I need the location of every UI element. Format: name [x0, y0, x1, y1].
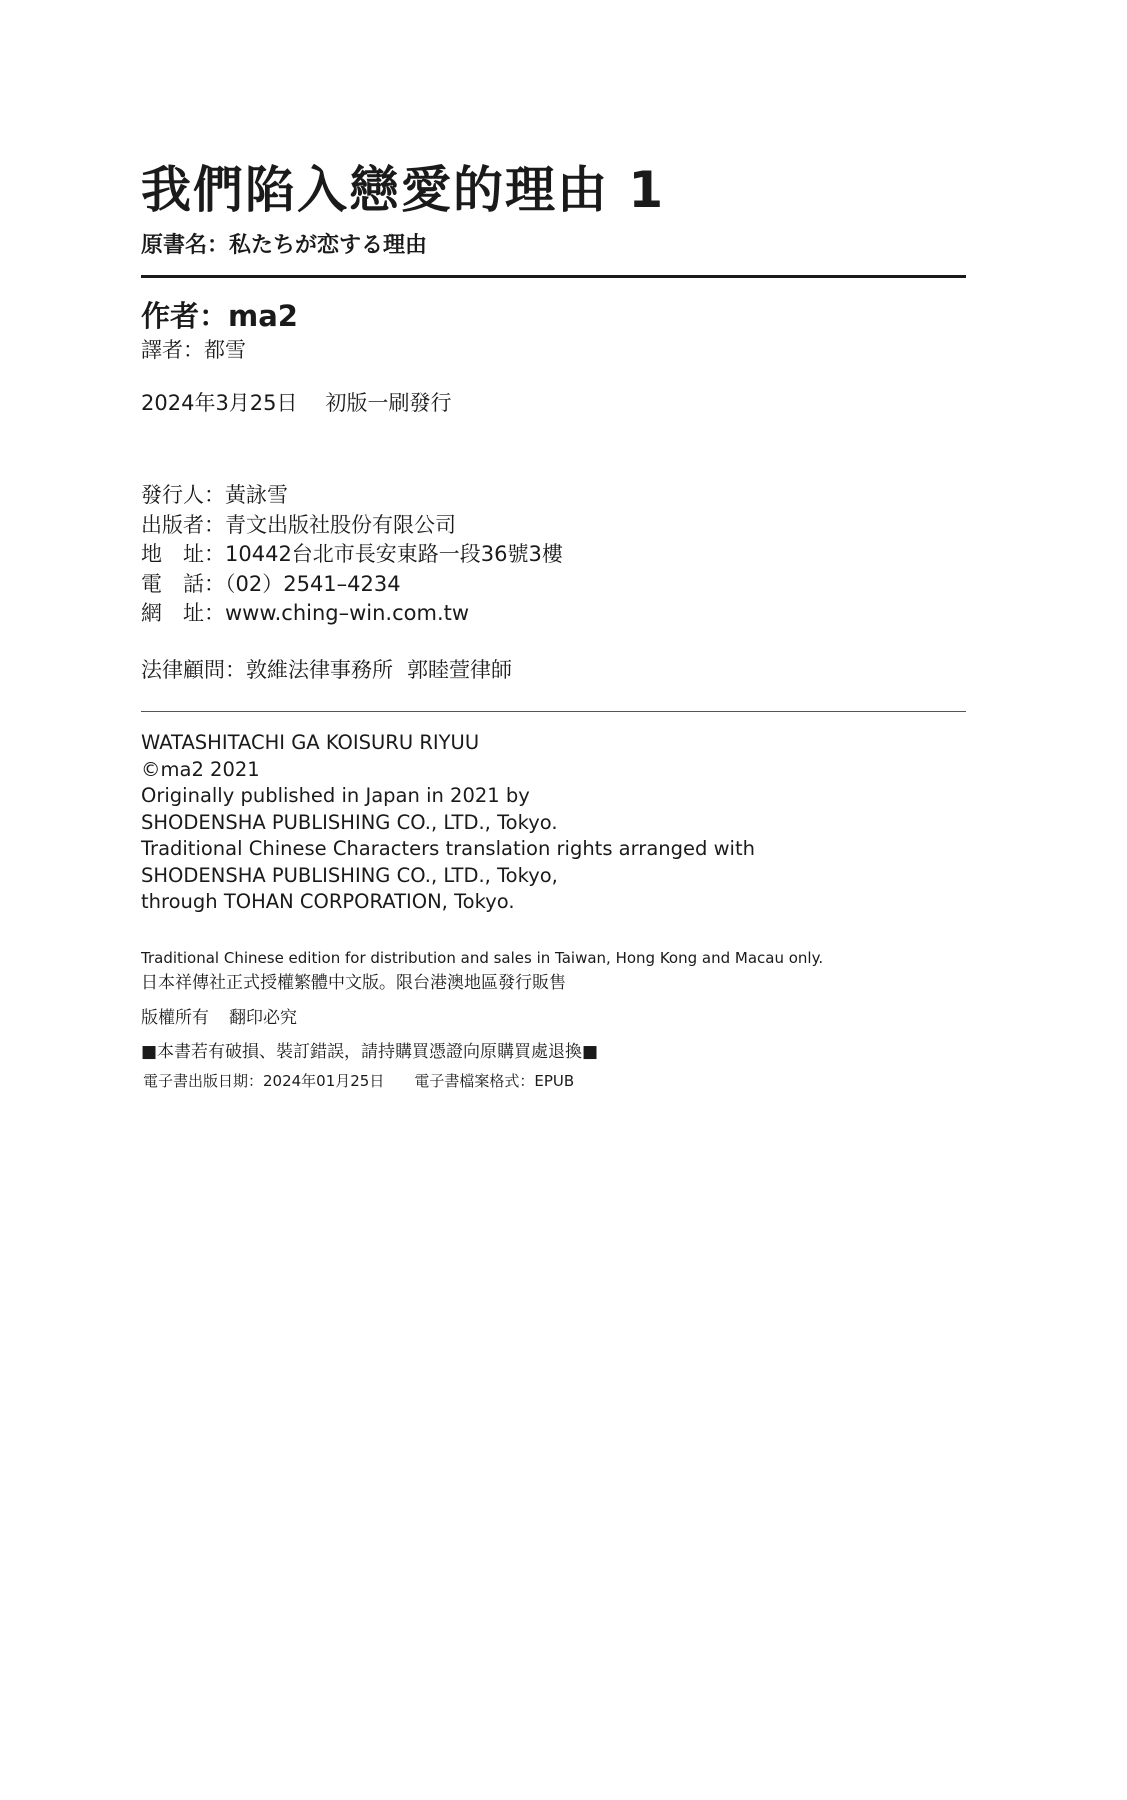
no-reproduction: 翻印必究	[229, 1008, 297, 1028]
return-notice: ■本書若有破損、裝訂錯誤，請持購買憑證向原購買處退換■	[141, 1042, 599, 1062]
english-credit-line: through TOHAN CORPORATION, Tokyo.	[141, 890, 515, 913]
distribution-chinese: 日本祥傳社正式授權繁體中文版。限台港澳地區發行販售	[141, 973, 566, 993]
english-credits	[141, 730, 755, 916]
english-credit-line: Originally published in Japan in 2021 by	[141, 784, 530, 807]
english-credit-line: Traditional Chinese Characters translation rights arranged with	[141, 837, 755, 860]
rights-line	[141, 1006, 297, 1030]
publisher-line: 發行人：黃詠雪	[141, 483, 288, 507]
phone-line: 電 話：（02）2541–4234	[141, 571, 401, 596]
author-line: 作者：ma2	[141, 299, 298, 333]
ebook-info	[143, 1070, 574, 1092]
credits-divider	[141, 711, 966, 712]
ebook-format: 電子書檔案格式：EPUB	[414, 1072, 575, 1090]
rights-reserved: 版權所有	[141, 1008, 209, 1028]
legal-counsel-lawyer: 郭睦萱律師	[407, 658, 512, 682]
publication-edition: 初版一刷發行	[325, 391, 452, 415]
title-divider	[141, 275, 966, 278]
book-title: 我們陷入戀愛的理由 1	[141, 161, 666, 219]
publisher-info	[141, 481, 563, 629]
english-credit-line: SHODENSHA PUBLISHING CO., LTD., Tokyo,	[141, 863, 558, 887]
publication-line	[141, 388, 452, 418]
english-credit-line: WATASHITACHI GA KOISURU RIYUU	[141, 731, 480, 754]
distribution-english: Traditional Chinese edition for distribution and sales in Taiwan, Hong Kong and Macau only.	[141, 949, 824, 967]
translator-line: 譯者：都雪	[141, 338, 246, 362]
publisher-company-line: 出版者：青文出版社股份有限公司	[141, 512, 456, 537]
address-line: 地 址：10442台北市長安東路一段36號3樓	[141, 542, 563, 566]
english-credit-line: ©ma2 2021	[141, 757, 260, 781]
ebook-date: 電子書出版日期：2024年01月25日	[143, 1072, 385, 1090]
publication-date: 2024年3月25日	[141, 391, 298, 415]
legal-counsel-line	[141, 655, 512, 685]
website-line: 網 址：www.ching–win.com.tw	[141, 601, 470, 625]
legal-counsel-label: 法律顧問：敦維法律事務所	[141, 658, 393, 682]
original-title: 原書名：私たちが恋する理由	[141, 233, 428, 258]
english-credit-line: SHODENSHA PUBLISHING CO., LTD., Tokyo.	[141, 810, 558, 834]
